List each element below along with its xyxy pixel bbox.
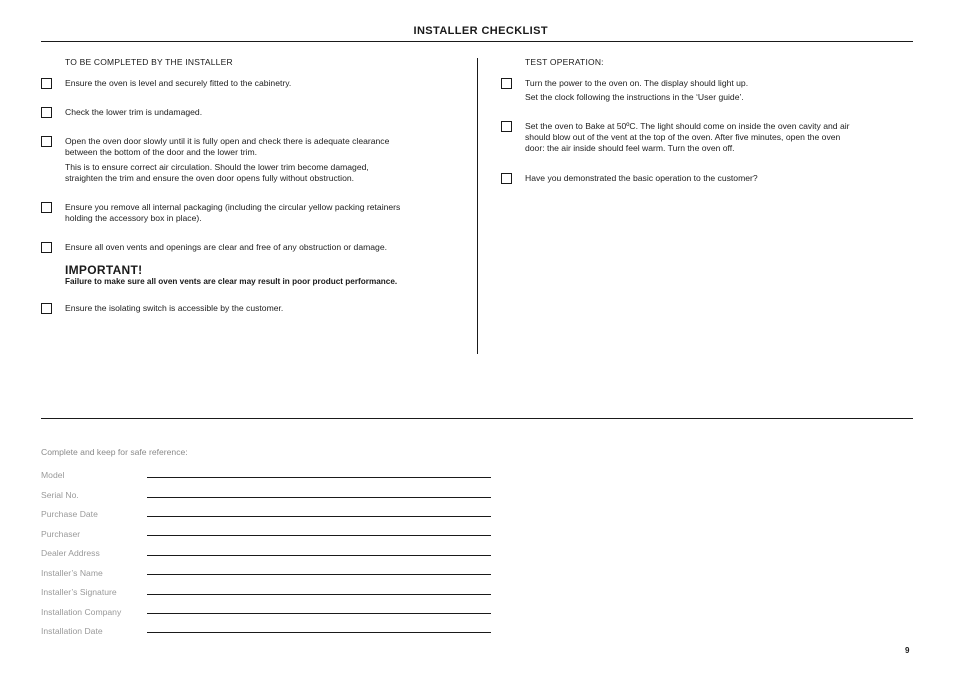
field-line-purchaser[interactable] <box>147 535 491 536</box>
page-number: 9 <box>905 646 910 655</box>
important-text: Failure to make sure all oven vents are clear may result in poor product performance. <box>65 277 398 286</box>
field-line-installation-date[interactable] <box>147 632 491 633</box>
checkbox-door[interactable] <box>41 136 52 147</box>
checkbox-level[interactable] <box>41 78 52 89</box>
checklist-item: Ensure the isolating switch is accessible by the customer. <box>65 303 284 313</box>
checklist-item: Ensure the oven is level and securely fitted to the cabinetry. <box>65 78 292 88</box>
reference-intro: Complete and keep for safe reference: <box>41 447 188 457</box>
checklist-note: Set the clock following the instructions in the ‘User guide’. <box>525 92 744 102</box>
field-line-installer-signature[interactable] <box>147 594 491 595</box>
checklist-item: Turn the power to the oven on. The display should light up. <box>525 78 749 88</box>
field-line-installation-company[interactable] <box>147 613 491 614</box>
field-label-model: Model <box>41 470 65 480</box>
checkbox-bake-test[interactable] <box>501 121 512 132</box>
checklist-item: Check the lower trim is undamaged. <box>65 107 203 117</box>
checklist-item: Have you demonstrated the basic operation to the customer? <box>525 173 758 183</box>
installer-heading: TO BE COMPLETED BY THE INSTALLER <box>65 57 233 67</box>
checklist-item: Set the oven to Bake at 50ºC. The light should come on inside the oven cavity and air should blow out of the vent at the top of the oven. After five minutes, open the oven door: the air inside should feel warm. Turn the oven off. <box>525 121 850 153</box>
field-label-installation-date: Installation Date <box>41 626 103 636</box>
important-heading: IMPORTANT! <box>65 263 143 277</box>
field-line-dealer-address[interactable] <box>147 555 491 556</box>
field-label-installation-company: Installation Company <box>41 607 122 617</box>
field-label-purchase-date: Purchase Date <box>41 509 98 519</box>
checklist-item: Open the oven door slowly until it is fully open and check there is adequate clearance between the bottom of the door and the lower trim. <box>65 136 390 157</box>
section-divider <box>41 418 913 419</box>
field-label-dealer-address: Dealer Address <box>41 548 100 558</box>
field-label-purchaser: Purchaser <box>41 529 81 539</box>
column-divider <box>477 58 478 354</box>
title-divider <box>41 41 913 42</box>
field-label-serial: Serial No. <box>41 490 79 500</box>
field-label-installer-name: Installer’s Name <box>41 568 103 578</box>
checkbox-vents[interactable] <box>41 242 52 253</box>
field-line-model[interactable] <box>147 477 491 478</box>
field-line-purchase-date[interactable] <box>147 516 491 517</box>
checkbox-demonstration[interactable] <box>501 173 512 184</box>
field-line-serial[interactable] <box>147 497 491 498</box>
checkbox-packaging[interactable] <box>41 202 52 213</box>
page-title: INSTALLER CHECKLIST <box>413 25 548 37</box>
checklist-note: This is to ensure correct air circulation. Should the lower trim become damaged, straighten the trim and ensure the oven door opens fully without obstruction. <box>65 162 369 183</box>
test-heading: TEST OPERATION: <box>525 57 604 67</box>
checkbox-trim[interactable] <box>41 107 52 118</box>
checklist-item: Ensure all oven vents and openings are clear and free of any obstruction or damage. <box>65 242 387 252</box>
checkbox-power[interactable] <box>501 78 512 89</box>
checkbox-isolating-switch[interactable] <box>41 303 52 314</box>
checklist-item: Ensure you remove all internal packaging (including the circular yellow packing retainers holding the accessory box in place). <box>65 202 401 223</box>
field-label-installer-signature: Installer’s Signature <box>41 587 117 597</box>
field-line-installer-name[interactable] <box>147 574 491 575</box>
